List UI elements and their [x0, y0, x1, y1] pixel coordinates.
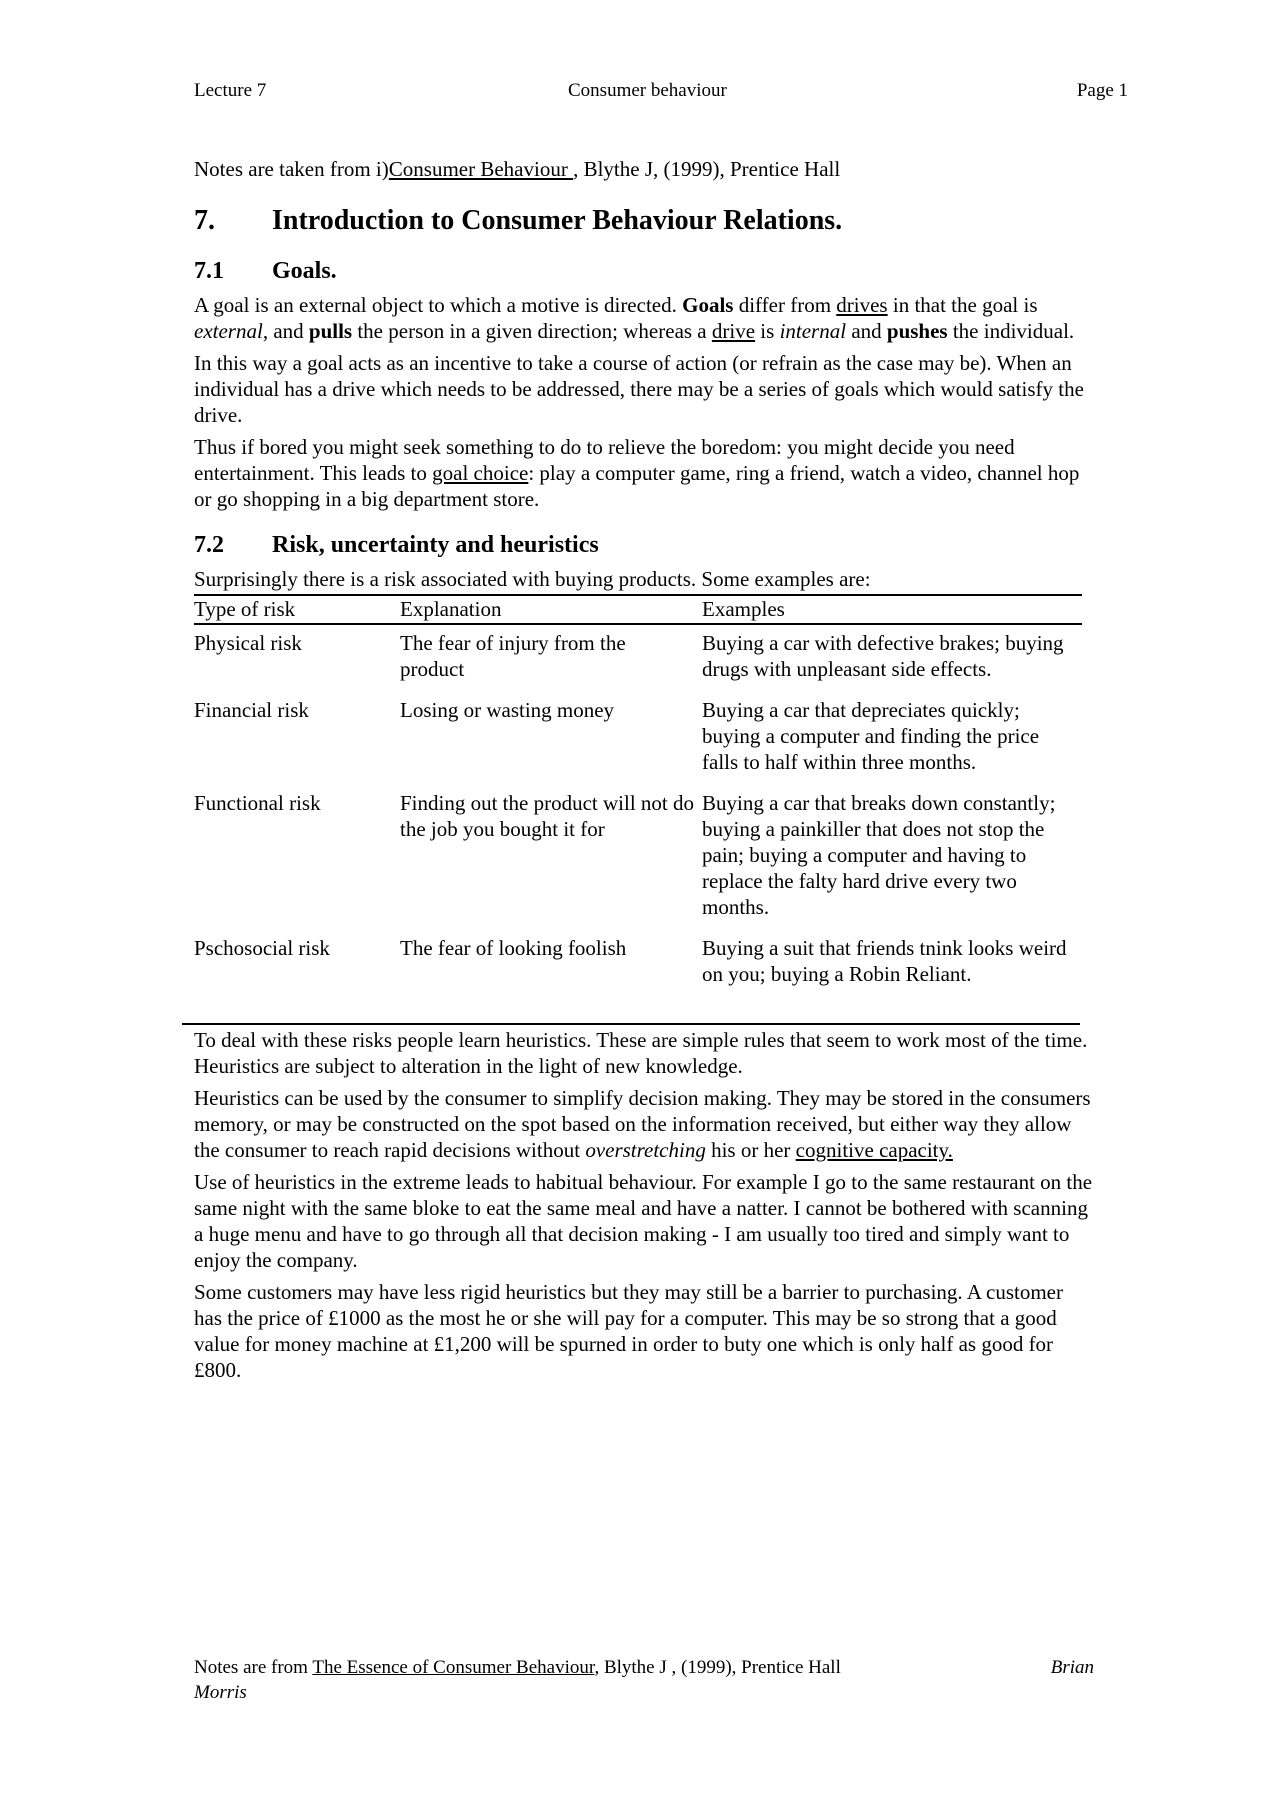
table-cell: The fear of injury from the product	[400, 631, 626, 681]
footer-prefix: Notes are from	[194, 1657, 313, 1678]
underlined-term: drive	[711, 319, 756, 343]
header-title: Consumer behaviour	[568, 80, 727, 101]
goals-number: 7.1	[194, 258, 224, 284]
bold-term: pushes	[886, 319, 948, 343]
text-run: differ from	[733, 293, 837, 317]
table-cell: Pschosocial risk	[194, 936, 330, 960]
header-lecture: Lecture 7	[194, 80, 267, 101]
column-header: Examples	[702, 595, 1082, 624]
table-cell: Finding out the product will not do the job you bought it for	[400, 791, 694, 841]
table-bottom-rule	[182, 1023, 1080, 1025]
footer-author-first: Brian	[1050, 1657, 1094, 1678]
footer-author-last: Morris	[194, 1682, 247, 1703]
table-row	[194, 930, 1082, 1023]
text-run: Thus if bored you might seek something to do to relieve the boredom: you might decide you need entertainment. This leads to	[194, 435, 1015, 485]
footer-book-title: The Essence of Consumer Behaviour	[312, 1657, 595, 1678]
main-content	[194, 156, 1094, 1389]
text-run: , and	[262, 319, 309, 343]
risk-title: Risk, uncertainty and heuristics	[272, 532, 599, 558]
source-note-prefix: Notes are taken from i)	[194, 157, 389, 181]
text-run: his or her	[705, 1138, 796, 1162]
table-cell: Buying a suit that friends tnink looks weird on you; buying a Robin Reliant.	[702, 936, 1067, 986]
bold-term: pulls	[308, 319, 353, 343]
table-cell: Buying a car that breaks down constantly; buying a painkiller that does not stop the pain; buying a computer and having to replace the falty hard drive every two months.	[702, 791, 1056, 919]
text-run: the person in a given direction; whereas a	[352, 319, 712, 343]
source-note-title: Consumer Behaviour	[388, 157, 574, 181]
text-run: Heuristics can be used by the consumer to simplify decision making. They may be stored in the consumers memory, or may be constructed on the spot based on the information received, but either way they allow the consumer to reach rapid decisions without	[194, 1086, 1091, 1162]
column-header: Explanation	[400, 595, 702, 624]
underlined-term: goal choice	[432, 461, 529, 485]
table-cell: Physical risk	[194, 631, 302, 655]
italic-term: overstretching	[585, 1138, 706, 1162]
goals-heading	[194, 256, 1094, 286]
table-cell: Buying a car that depreciates quickly; buying a computer and finding the price falls to half within three months.	[702, 698, 1040, 774]
table-cell: The fear of looking foolish	[400, 936, 627, 960]
risk-intro: Surprisingly there is a risk associated with buying products. Some examples are:	[194, 567, 871, 591]
heuristics-paragraph-3: Use of heuristics in the extreme leads to habitual behaviour. For example I go to the same restaurant on the same night with the same bloke to eat the same meal and have a natter. I cannot be bothered with scanning a huge menu and have to go through all that decision making - I am usually too tired and simply want to enjoy the company.	[194, 1170, 1093, 1272]
header-page-number: Page 1	[1076, 80, 1128, 101]
heuristics-paragraph-4: Some customers may have less rigid heuristics but they may still be a barrier to purchasing. A customer has the price of £1000 as the most he or she will pay for a computer. This may be so strong that a good value for money machine at £1,200 will be spurned in order to buty one which is only half as good for £800.	[194, 1280, 1063, 1382]
goals-title: Goals.	[272, 258, 337, 284]
heuristics-paragraph-1: To deal with these risks people learn heuristics. These are simple rules that seem to work most of the time. Heuristics are subject to alteration in the light of new knowledge.	[194, 1028, 1088, 1078]
table-cell: Losing or wasting money	[400, 698, 615, 722]
italic-term: external	[194, 319, 263, 343]
goals-paragraph-3	[194, 434, 1094, 512]
goals-paragraph-2: In this way a goal acts as an incentive to take a course of action (or refrain as the case may be). When an individual has a drive which needs to be addressed, there may be a series of goals which would satisfy the drive.	[194, 351, 1084, 427]
section-title: Introduction to Consumer Behaviour Relations.	[272, 205, 843, 236]
footer-source	[194, 1655, 1094, 1680]
text-run: A goal is an external object to which a motive is directed.	[194, 293, 683, 317]
table-cell: Functional risk	[194, 791, 321, 815]
text-run: is	[755, 319, 780, 343]
table-cell: Buying a car with defective brakes; buying drugs with unpleasant side effects.	[702, 631, 1064, 681]
heuristics-paragraph-2	[194, 1085, 1094, 1163]
footer-suffix: , Blythe J , (1999), Prentice Hall	[594, 1657, 841, 1678]
running-header	[194, 80, 1128, 104]
italic-term: internal	[779, 319, 847, 343]
underlined-term: drives	[836, 293, 888, 317]
source-note	[194, 156, 1094, 182]
column-header: Type of risk	[194, 595, 400, 624]
risk-table	[194, 594, 1082, 1023]
section-heading	[194, 204, 1094, 238]
bold-term: Goals	[682, 293, 734, 317]
goals-paragraph-1	[194, 292, 1094, 344]
risk-number: 7.2	[194, 532, 224, 558]
page-footer	[194, 1655, 1094, 1705]
text-run: and	[846, 319, 887, 343]
table-cell: Financial risk	[194, 698, 309, 722]
text-run: in that the goal is	[887, 293, 1038, 317]
table-row	[194, 692, 1082, 785]
table-row	[194, 624, 1082, 692]
table-row	[194, 785, 1082, 930]
text-run: : play a computer game, ring a friend, watch a video, channel hop or go shopping in a big department store.	[194, 461, 1080, 511]
risk-heading	[194, 530, 1094, 560]
text-run: the individual.	[947, 319, 1075, 343]
section-number: 7.	[194, 205, 215, 236]
underlined-term: cognitive capacity.	[795, 1138, 953, 1162]
source-note-suffix: , Blythe J, (1999), Prentice Hall	[573, 157, 841, 181]
table-header-row	[194, 595, 1082, 624]
